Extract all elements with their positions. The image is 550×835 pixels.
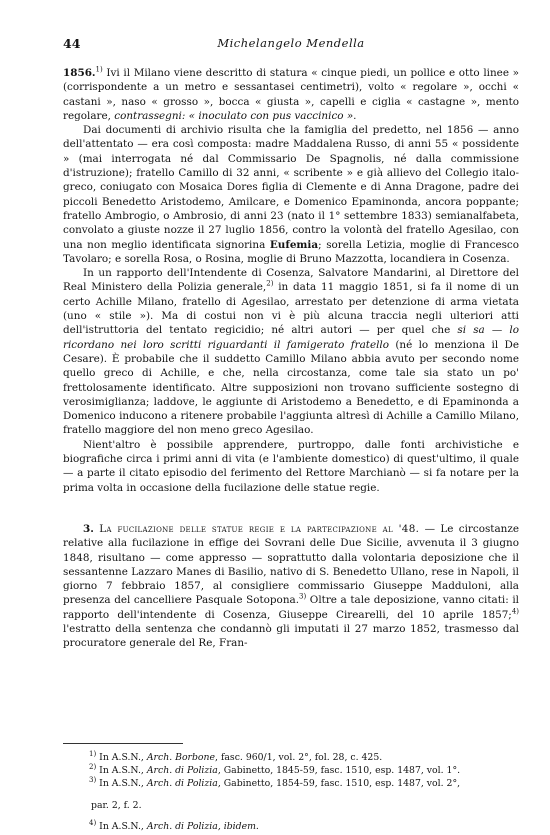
footnote-detail: . <box>255 821 259 833</box>
paragraph-1 <box>63 66 519 123</box>
p4-text: Nient'altro è possibile apprendere, purtroppo, dalle fonti archivistiche e biografiche circa i primi anni di vita (e l'ambiente domestico) di quest'ultimo, il quale — a parte il citato episodio del ferimento del Rettore Marchianò — si fa notare per la prima volta in occasione della fucilazione delle statue regie. <box>63 438 519 494</box>
footnote-number: 1) <box>89 749 97 758</box>
paragraph-4 <box>63 438 519 495</box>
footnote-detail: , fasc. 960/1, vol. 2°, fol. 28, c. 425. <box>215 752 383 763</box>
section-3-paragraph <box>63 522 519 651</box>
footnotes <box>63 749 519 835</box>
footnote-text: In A.S.N., <box>99 765 147 777</box>
footnote-number: 4) <box>89 819 97 828</box>
s3-text: — Le circostanze relative alla fucilazione in effige dei Sovrani delle Due Sicilie, avvenuta il 3 giugno 1848, risultano — come appresso — soprattutto dalla volontaria deposizione che il sessantenne Lazzaro Manes di Basilio, nativo di S. Benedetto Ullano, rese in Napoli, il giorno 7 febbraio 1857, al consigliere commissario Giuseppe Madduloni, alla presenza del cancelliere Pasquale Sotopona. <box>63 522 519 607</box>
footnote-text: In A.S.N., <box>99 821 147 833</box>
p3-text: In un rapporto dell'Intendente di Cosenza, Salvatore Mandarini, al Direttore del Real Ministero della Polizia generale, <box>63 267 519 294</box>
page-number: 44 <box>63 36 81 51</box>
footnote-number: 2) <box>89 763 97 772</box>
p3-text-3: (né lo menziona il De Cesare). È probabile che il suddetto Camillo Milano abbia avuto per secondo nome quello greco di Achille, e che, nella circostanza, come tale sia stato un po' frettolosamente identificato. Altre supposizioni non trovano sufficiente sostegno di verosimiglianza; laddove, le aggiunte di Aristodemo a Benedetto, e di Epaminonda a Domenico inducono a ritenere probabile l'aggiunta altresì di Achille a Camillo Milano, fratello maggiore del non meno greco Agesilao. <box>63 338 519 437</box>
paragraph-3 <box>63 266 519 438</box>
p2-text: Dai documenti di archivio risulta che la famiglia del predetto, nel 1856 — anno dell'attentato — era così composta: madre Maddalena Russo, di anni 55 « possidente » (mai interrogata né dal Commissario De Spagnolis, né dalla commissione d'istruzione); fratello Camillo di 32 anni, « scribente » e già allievo del Collegio italo-greco, coniugato con Mosaica Dores figlia di Clemente e di Anna Dragone, padre dei piccoli Benedetto Aristodemo, Amilcare, e Domenico Epaminonda, ancora poppante; fratello Ambrogio, o Ambrosio, di anni 23 (nato il 1° settembre 1833) semianalfabeta, convolato a giuste nozze il 27 luglio 1856, contro la volontà del fratello Agesilao, con una non meglio identificata signorina <box>63 124 519 251</box>
footnote-number: 3) <box>89 776 97 785</box>
footnote-archive: Arch. di Polizia <box>146 778 218 790</box>
running-head: Michelangelo Mendella <box>217 36 365 50</box>
p3-text-2: in data 11 maggio 1851, si fa il nome di un certo Achille Milano, fratello di Agesilao, arrestato per detenzione di arma vietata (uno « stile »). Ma di costui non vi è più alcuna traccia negli ulteriori atti dell'istruttoria del tentato regicidio; né altri autori — per quel che <box>63 281 519 337</box>
footnote-ref-2: 2) <box>266 279 274 288</box>
footnote-ref-1: 1) <box>95 65 103 74</box>
main-text <box>63 66 519 651</box>
footnote-rule <box>63 743 183 744</box>
footnote-3-continuation: par. 2, f. 2. <box>91 799 142 811</box>
footnote-4 <box>79 821 519 833</box>
footnote-2 <box>79 765 519 777</box>
footnote-archive: Arch. di Polizia, ibidem <box>146 821 256 833</box>
footnote-detail: , Gabinetto, 1854-59, fasc. 1510, esp. 1487, vol. 2°, <box>217 778 461 790</box>
footnote-archive: Arch. di Polizia <box>146 765 218 777</box>
p2-bold: Eufemia <box>269 238 319 251</box>
section-title: La fucilazione delle statue regie e la partecipazione al '48. <box>99 522 420 535</box>
footnote-archive: Arch. Borbone <box>146 752 216 763</box>
p1-italic: contrassegni: « inoculato con pus vaccinico ». <box>114 109 357 122</box>
footnote-text: In A.S.N., <box>99 752 147 763</box>
page-header <box>63 36 519 52</box>
s3-text-2: Oltre a tale deposizione, vanno citati: il rapporto dell'intendente di Cosenza, Giuseppe Cirearelli, del 10 aprile 1857; <box>63 594 519 621</box>
footnote-1 <box>79 749 519 764</box>
s3-text-3: l'estratto della sentenza che condannò gli imputati il 27 marzo 1852, trasmesso dal procuratore generale del Re, Fran- <box>63 622 519 650</box>
section-gap <box>63 495 519 522</box>
p2-text-end: ; sorella Letizia, moglie di Francesco Tavolaro; e sorella Rosa, o Rosina, moglie di Bruno Mazzotta, locandiera in Cosenza. <box>63 238 519 265</box>
section-number: 3. <box>83 522 94 535</box>
footnote-3 <box>79 778 519 790</box>
footnote-ref-3: 3) <box>299 592 307 601</box>
footnote-ref-4: 4) <box>511 607 519 616</box>
footnote-detail: , Gabinetto, 1845-59, fasc. 1510, esp. 1487, vol. 1°. <box>217 765 461 777</box>
year-ref: 1856. <box>63 67 96 79</box>
footnote-text: In A.S.N., <box>99 778 147 790</box>
p1-text: Ivi il Milano viene descritto di statura « cinque piedi, un pollice e otto linee » (corrispondente a un metro e sessantasei centimetri), volto « regolare », occhi « castani », naso « grosso », bocca « giusta », capelli e ciglia « castagne », mento regolare, <box>63 67 519 122</box>
p3-italic: si sa — lo ricordano nei loro scritti riguardanti il famigerato fratello <box>63 324 519 351</box>
paragraph-2 <box>63 123 519 266</box>
